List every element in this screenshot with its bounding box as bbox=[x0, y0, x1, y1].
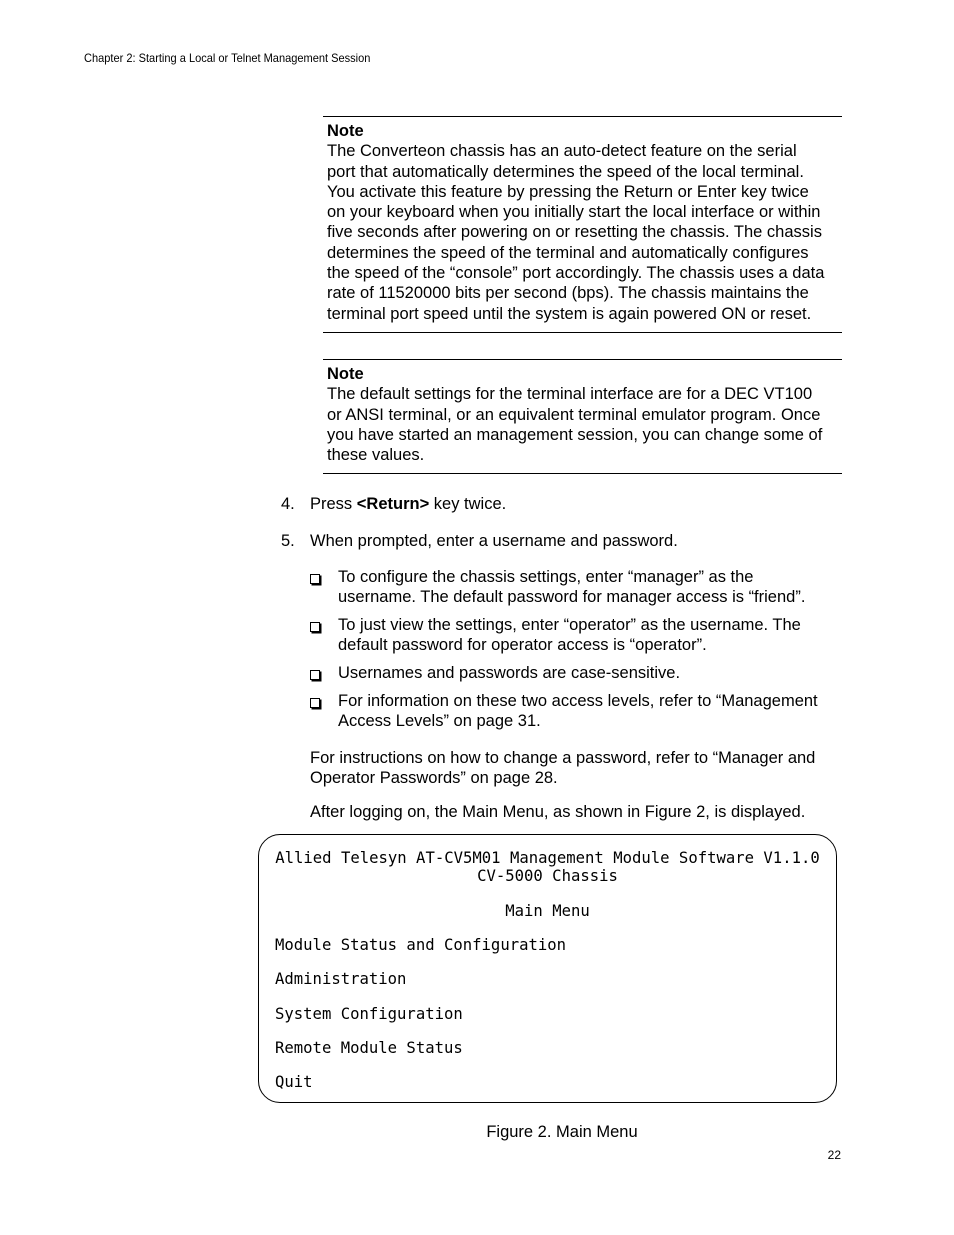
note-line: You activate this feature by pressing the Return or Enter key twice bbox=[327, 182, 809, 201]
note-box-autodetect bbox=[323, 116, 842, 333]
note-line: on your keyboard when you initially start the local interface or within bbox=[327, 203, 821, 222]
bullet-list bbox=[306, 567, 846, 739]
menu-item-quit[interactable]: Quit bbox=[275, 1073, 313, 1091]
note-line: The Converteon chassis has an auto-detect feature on the serial bbox=[327, 142, 797, 161]
paragraph-line: Operator Passwords” on page 28. bbox=[310, 769, 558, 788]
note-line: The default settings for the terminal interface are for a DEC VT100 bbox=[327, 385, 813, 404]
terminal-chassis-line: CV-5000 Chassis bbox=[477, 867, 618, 885]
page-number: 22 bbox=[827, 1148, 841, 1162]
paragraph-line: For instructions on how to change a password, refer to “Manager and bbox=[310, 749, 816, 767]
checkbox-bullet-icon bbox=[310, 574, 320, 584]
note-line: or ANSI terminal, or an equivalent terminal emulator program. Once bbox=[327, 405, 821, 424]
note-line: port that automatically determines the speed of the local terminal. bbox=[327, 162, 804, 181]
note-title: Note bbox=[327, 365, 364, 383]
figure-caption: Figure 2. Main Menu bbox=[486, 1123, 638, 1141]
menu-item-module-status[interactable]: Module Status and Configuration bbox=[275, 936, 567, 954]
bullet-line: Access Levels” on page 31. bbox=[338, 712, 541, 731]
step-text: When prompted, enter a username and password. bbox=[310, 532, 678, 550]
note-line: terminal port speed until the system is again powered ON or reset. bbox=[327, 304, 812, 323]
note-box-terminal-defaults bbox=[323, 359, 842, 474]
note-line: rate of 11520000 bits per second (bps). The chassis maintains the bbox=[327, 284, 809, 303]
note-line: determines the speed of the terminal and automatically configures bbox=[327, 243, 809, 262]
menu-item-administration[interactable]: Administration bbox=[275, 970, 407, 988]
step-number: 4. bbox=[281, 495, 295, 513]
note-title: Note bbox=[327, 122, 364, 140]
step-text-after: key twice. bbox=[429, 495, 507, 513]
main-menu-terminal-screen bbox=[258, 834, 837, 1103]
note-line: these values. bbox=[327, 446, 425, 465]
menu-item-system-configuration[interactable]: System Configuration bbox=[275, 1005, 463, 1023]
password-reference-paragraph bbox=[310, 748, 850, 789]
step-text-before: Press bbox=[310, 495, 357, 513]
bullet-line: username. The default password for manager access is “friend”. bbox=[338, 588, 806, 607]
menu-item-remote-module-status[interactable]: Remote Module Status bbox=[275, 1039, 463, 1057]
checkbox-bullet-icon bbox=[310, 698, 320, 708]
bullet-line: For information on these two access levels, refer to “Management bbox=[338, 691, 818, 710]
note-line: you have started an management session, you can change some of bbox=[327, 425, 823, 444]
bullet-line: default password for operator access is “operator”. bbox=[338, 636, 707, 655]
bullet-line: To configure the chassis settings, enter “manager” as the bbox=[338, 568, 754, 586]
terminal-title-line: Allied Telesyn AT-CV5M01 Management Module Software V1.1.0 bbox=[275, 849, 820, 867]
after-logon-paragraph: After logging on, the Main Menu, as shown in Figure 2, is displayed. bbox=[310, 803, 806, 821]
bullet-line: Usernames and passwords are case-sensitive. bbox=[338, 664, 681, 683]
step-4 bbox=[281, 494, 506, 514]
step-5 bbox=[281, 531, 678, 551]
bullet-item bbox=[306, 691, 846, 732]
return-key-label: <Return> bbox=[356, 495, 430, 513]
running-header: Chapter 2: Starting a Local or Telnet Management Session bbox=[84, 51, 371, 65]
note-line: the speed of the “console” port accordingly. The chassis uses a data bbox=[327, 264, 825, 283]
bullet-item bbox=[306, 567, 846, 608]
main-menu-title: Main Menu bbox=[505, 902, 590, 920]
bullet-line: To just view the settings, enter “operator” as the username. The bbox=[338, 616, 801, 635]
bullet-item bbox=[306, 663, 846, 683]
bullet-item bbox=[306, 615, 846, 656]
checkbox-bullet-icon bbox=[310, 622, 320, 632]
note-line: five seconds after powering on or resetting the chassis. The chassis bbox=[327, 223, 822, 242]
checkbox-bullet-icon bbox=[310, 670, 320, 680]
step-number: 5. bbox=[281, 532, 295, 550]
